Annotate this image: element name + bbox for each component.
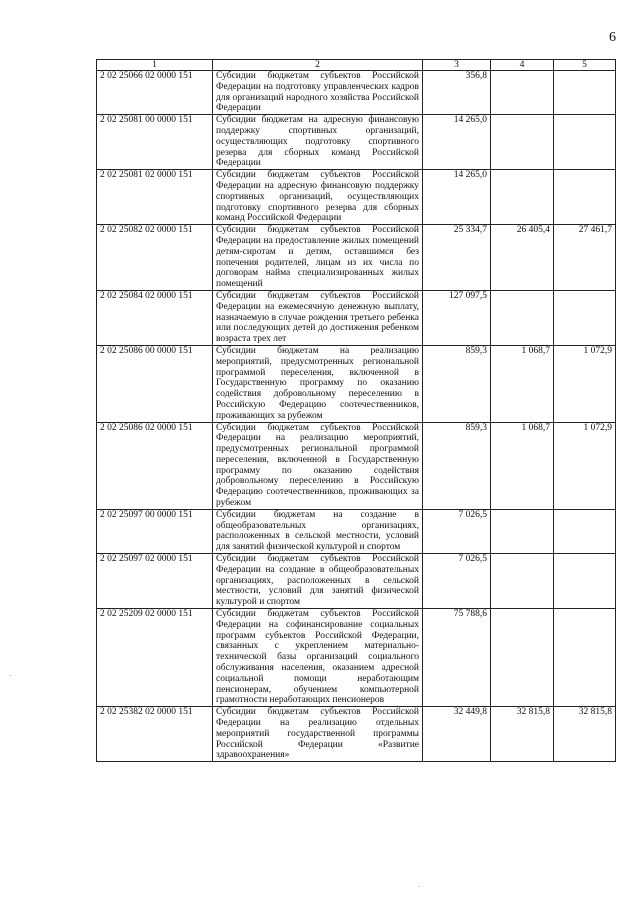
amount-col4-cell: 1 068,7: [491, 345, 554, 422]
budget-code-cell: 2 02 25086 00 0000 151: [97, 345, 213, 422]
description-cell: Субсидии бюджетам субъектов Российской Федерации на создание в общеобразовательных организациях, расположенных в сельской местности, условий для занятий физической культурой и спортом: [213, 554, 423, 609]
table-row: [97, 115, 616, 170]
page-number: 6: [609, 30, 616, 45]
amount-col3-cell: 14 265,0: [423, 170, 491, 225]
amount-col4-cell: [491, 71, 554, 115]
description-cell: Субсидии бюджетам субъектов Российской Федерации на софинансирование социальных программ субъектов Российской Федерации, связанных с укреплением материально-технической базы организаций социального обслуживания населения, оказанием адресной социальной помощи неработающим пенсионерам, обучением компьютерной грамотности неработающих пенсионеров: [213, 609, 423, 707]
table-row: [97, 71, 616, 115]
amount-col4-cell: [491, 509, 554, 553]
description-cell: Субсидии бюджетам субъектов Российской Федерации на предоставление жилых помещений детям-сиротам и детям, оставшимся без попечения родителей, лицам из их числа по договорам найма специализированных жилых помещений: [213, 225, 423, 291]
table-header-row: [97, 60, 616, 71]
description-cell: Субсидии бюджетам на создание в общеобразовательных организациях, расположенных в сельской местности, условий для занятий физической культурой и спортом: [213, 509, 423, 553]
description-cell: Субсидии бюджетам на адресную финансовую поддержку спортивных организаций, осуществляющих подготовку спортивного резерва для сборных команд Российской Федерации: [213, 115, 423, 170]
description-cell: Субсидии бюджетам субъектов Российской Федерации на подготовку управленческих кадров для организаций народного хозяйства Российской Федерации: [213, 71, 423, 115]
description-cell: Субсидии бюджетам субъектов Российской Федерации на адресную финансовую поддержку спортивных организаций, осуществляющих подготовку спортивного резерва для сборных команд Российской Федерации: [213, 170, 423, 225]
amount-col4-cell: [491, 170, 554, 225]
table-row: [97, 509, 616, 553]
budget-code-cell: 2 02 25082 02 0000 151: [97, 225, 213, 291]
budget-code-cell: 2 02 25097 00 0000 151: [97, 509, 213, 553]
amount-col3-cell: 356,8: [423, 71, 491, 115]
table-row: [97, 225, 616, 291]
budget-code-cell: 2 02 25081 00 0000 151: [97, 115, 213, 170]
budget-code-cell: 2 02 25097 02 0000 151: [97, 554, 213, 609]
amount-col4-cell: [491, 290, 554, 345]
budget-code-cell: 2 02 25081 02 0000 151: [97, 170, 213, 225]
amount-col5-cell: [554, 115, 616, 170]
budget-table: [96, 59, 616, 762]
amount-col5-cell: [554, 554, 616, 609]
budget-code-cell: 2 02 25066 02 0000 151: [97, 71, 213, 115]
amount-col5-cell: 27 461,7: [554, 225, 616, 291]
amount-col4-cell: 32 815,8: [491, 707, 554, 762]
table-row: [97, 170, 616, 225]
column-header: 3: [423, 60, 491, 71]
amount-col4-cell: [491, 609, 554, 707]
budget-code-cell: 2 02 25084 02 0000 151: [97, 290, 213, 345]
amount-col5-cell: [554, 170, 616, 225]
description-cell: Субсидии бюджетам субъектов Российской Федерации на реализацию мероприятий, предусмотренных региональной программой переселения, включенной в Государственную программу по оказанию содействия добровольному переселению в Российскую Федерацию соотечественников, проживающих за рубежом: [213, 422, 423, 509]
column-header: 5: [554, 60, 616, 71]
amount-col3-cell: 7 026,5: [423, 554, 491, 609]
amount-col4-cell: 1 068,7: [491, 422, 554, 509]
amount-col5-cell: [554, 509, 616, 553]
scan-speck: ·: [9, 672, 12, 680]
amount-col3-cell: 859,3: [423, 422, 491, 509]
amount-col5-cell: [554, 609, 616, 707]
amount-col3-cell: 127 097,5: [423, 290, 491, 345]
table-row: [97, 290, 616, 345]
description-cell: Субсидии бюджетам на реализацию мероприятий, предусмотренных региональной программой переселения, включенной в Государственную программу по оказанию содействия добровольному переселению в Российскую Федерацию соотечественников, проживающих за рубежом: [213, 345, 423, 422]
amount-col3-cell: 14 265,0: [423, 115, 491, 170]
budget-code-cell: 2 02 25382 02 0000 151: [97, 707, 213, 762]
column-header: 2: [213, 60, 423, 71]
table-row: [97, 707, 616, 762]
amount-col3-cell: 859,3: [423, 345, 491, 422]
amount-col5-cell: [554, 71, 616, 115]
column-header: 4: [491, 60, 554, 71]
amount-col3-cell: 7 026,5: [423, 509, 491, 553]
amount-col3-cell: 75 788,6: [423, 609, 491, 707]
budget-code-cell: 2 02 25209 02 0000 151: [97, 609, 213, 707]
table-row: [97, 554, 616, 609]
amount-col5-cell: 32 815,8: [554, 707, 616, 762]
amount-col5-cell: 1 072,9: [554, 422, 616, 509]
amount-col5-cell: [554, 290, 616, 345]
table-row: [97, 609, 616, 707]
column-header: 1: [97, 60, 213, 71]
description-cell: Субсидии бюджетам субъектов Российской Федерации на реализацию отдельных мероприятий государственной программы Российской Федерации «Развитие здравоохранения»: [213, 707, 423, 762]
amount-col3-cell: 25 334,7: [423, 225, 491, 291]
table-row: [97, 345, 616, 422]
amount-col4-cell: [491, 115, 554, 170]
amount-col5-cell: 1 072,9: [554, 345, 616, 422]
amount-col4-cell: [491, 554, 554, 609]
table-row: [97, 422, 616, 509]
budget-code-cell: 2 02 25086 02 0000 151: [97, 422, 213, 509]
description-cell: Субсидии бюджетам субъектов Российской Федерации на ежемесячную денежную выплату, назначаемую в случае рождения третьего ребенка или последующих детей до достижения ребенком возраста трех лет: [213, 290, 423, 345]
amount-col3-cell: 32 449,8: [423, 707, 491, 762]
scan-speck: ·: [418, 883, 421, 891]
amount-col4-cell: 26 405,4: [491, 225, 554, 291]
